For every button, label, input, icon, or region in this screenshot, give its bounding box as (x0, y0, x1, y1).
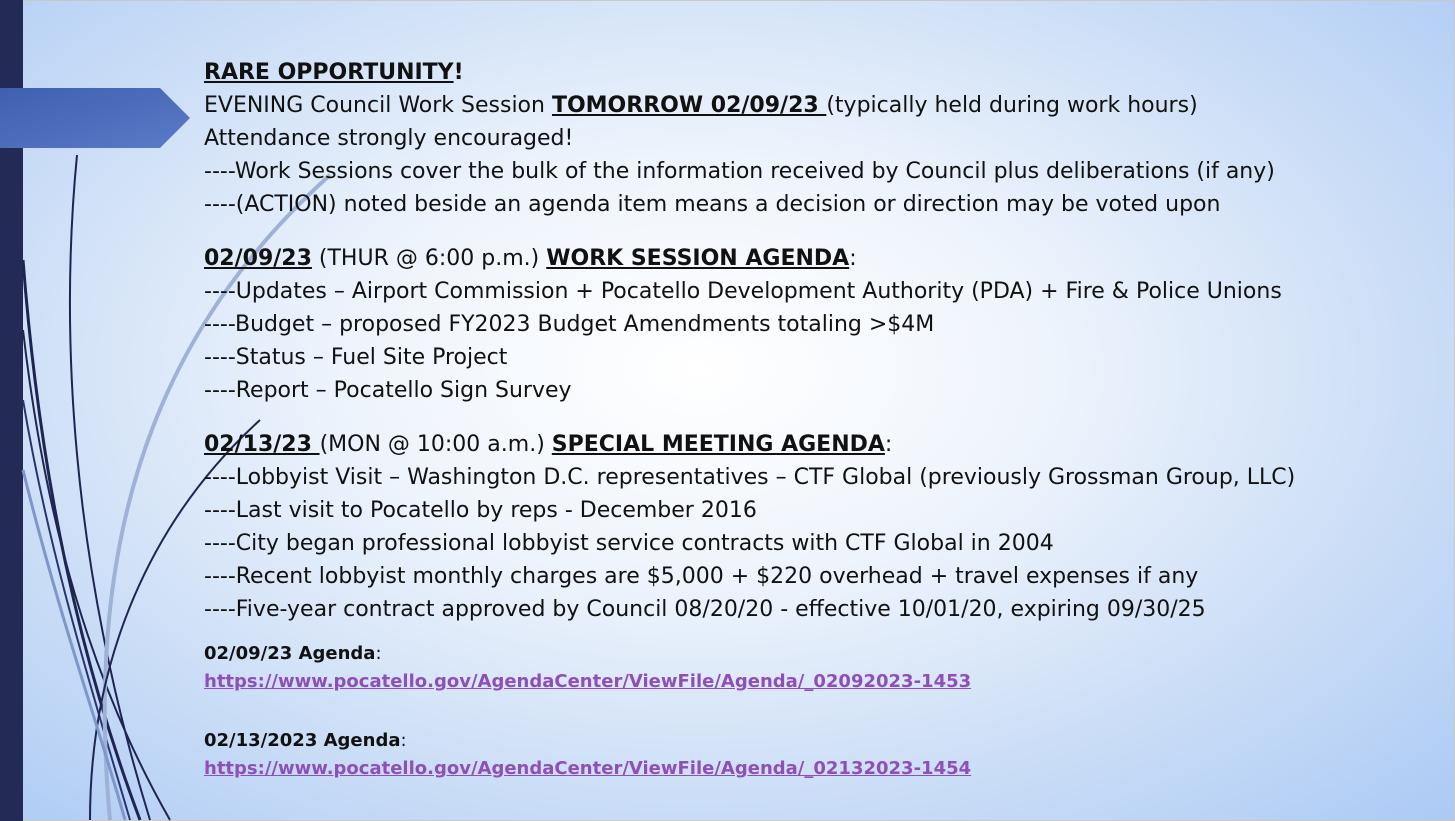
work-session-colon: : (849, 246, 857, 271)
work-session-item: ----Report – Pocatello Sign Survey (204, 378, 572, 403)
work-session-item: ----Budget – proposed FY2023 Budget Amendments totaling >$4M (204, 312, 935, 337)
special-meeting-item: ----Five-year contract approved by Council 08/20/20 - effective 10/01/20, expiring 09/30/25 (204, 597, 1206, 622)
special-meeting-time: (MON @ 10:00 a.m.) (319, 432, 552, 457)
special-meeting-item: ----Last visit to Pocatello by reps - December 2016 (204, 498, 757, 523)
special-meeting-title: SPECIAL MEETING AGENDA (551, 432, 885, 457)
headline (204, 56, 1434, 89)
work-session-time: (THUR @ 6:00 p.m.) (311, 246, 547, 271)
work-session-item: ----Updates – Airport Commission + Pocatello Development Authority (PDA) + Fire & Police Unions (204, 279, 1282, 304)
special-meeting-heading (204, 428, 1434, 461)
intro-line-1 (204, 89, 1434, 122)
special-meeting-colon: : (884, 432, 893, 457)
headline-text: RARE OPPORTUNITY (204, 60, 454, 85)
work-session-title: WORK SESSION AGENDA (546, 246, 850, 271)
work-session-heading (204, 242, 1434, 275)
arrow-tab-decoration (0, 0, 200, 200)
work-session-item: ----Status – Fuel Site Project (204, 345, 508, 370)
intro-line-1-emphasis: TOMORROW 02/09/23 (551, 93, 827, 118)
intro-line-2: Attendance strongly encouraged! (204, 126, 574, 151)
special-meeting-item: ----City began professional lobbyist service contracts with CTF Global in 2004 (204, 531, 1054, 556)
headline-bang: ! (453, 60, 464, 85)
special-meeting-item: ----Recent lobbyist monthly charges are $5,000 + $220 overhead + travel expenses if any (204, 564, 1199, 589)
agenda-link-label-0209-colon: : (375, 643, 382, 664)
agenda-link-0213[interactable]: https://www.pocatello.gov/AgendaCenter/ViewFile/Agenda/_02132023-1454 (204, 758, 972, 779)
work-session-date: 02/09/23 (204, 246, 312, 271)
intro-line-4: ----(ACTION) noted beside an agenda item means a decision or direction may be voted upon (204, 192, 1221, 217)
agenda-link-label-0209-text: 02/09/23 Agenda (204, 643, 376, 664)
intro-line-1-suffix: (typically held during work hours) (826, 93, 1198, 118)
special-meeting-date: 02/13/23 (204, 432, 320, 457)
special-meeting-item: ----Lobbyist Visit – Washington D.C. representatives – CTF Global (previously Grossman Group, LLC) (204, 465, 1296, 490)
agenda-link-label-0209 (204, 640, 1434, 668)
intro-line-3: ----Work Sessions cover the bulk of the information received by Council plus deliberations (if any) (204, 159, 1275, 184)
agenda-link-label-0213-text: 02/13/2023 Agenda (204, 730, 401, 751)
agenda-link-label-0213-colon: : (400, 730, 407, 751)
slide-content (204, 56, 1434, 783)
intro-line-1-prefix: EVENING Council Work Session (204, 93, 552, 118)
agenda-link-label-0213 (204, 727, 1434, 755)
agenda-link-0209[interactable]: https://www.pocatello.gov/AgendaCenter/ViewFile/Agenda/_02092023-1453 (204, 671, 972, 692)
